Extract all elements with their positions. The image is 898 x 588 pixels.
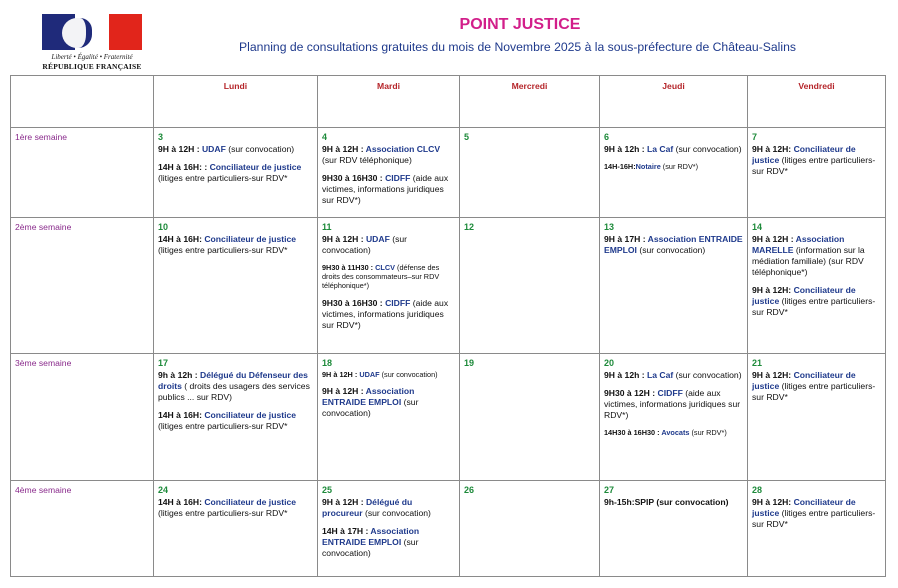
- week-label: 4ème semaine: [11, 481, 154, 577]
- day-number: 18: [322, 358, 333, 368]
- consultation-time: 9H à 12H :: [322, 369, 360, 379]
- table-header-row: [11, 76, 886, 128]
- consultation-organization: Avocats: [661, 427, 690, 437]
- day-number: 17: [158, 358, 169, 368]
- consultation-time: 9H30 à 11H30 :: [322, 262, 376, 272]
- consultation-organization: UDAF: [359, 369, 380, 379]
- day-number: 11: [322, 222, 332, 232]
- consultation-entry: [322, 263, 455, 291]
- week-row: [11, 128, 886, 218]
- day-number: 24: [158, 485, 169, 495]
- day-header-lundi: Lundi: [154, 76, 318, 128]
- consultation-entry: [604, 234, 743, 256]
- day-number: 5: [464, 132, 470, 142]
- week-label: 1ère semaine: [11, 128, 154, 218]
- consultation-organization: La Caf: [647, 143, 674, 154]
- consultation-details: (litiges entre particuliers-sur RDV*: [158, 420, 288, 431]
- consultation-time: 9H à 17H :: [604, 233, 648, 244]
- day-cell: [460, 218, 600, 354]
- consultation-entry: [322, 497, 455, 519]
- republique-francaise-logo: [40, 14, 144, 71]
- republic-name: RÉPUBLIQUE FRANÇAISE: [42, 62, 142, 71]
- consultation-entry: [158, 234, 313, 256]
- consultation-organization: Délégué du procureur: [322, 496, 413, 518]
- day-number: 3: [158, 132, 164, 142]
- consultation-organization: SPIP: [634, 496, 654, 507]
- consultation-time: 9H à 12H :: [158, 143, 202, 154]
- consultation-entry: [604, 162, 743, 171]
- day-number: 14: [752, 222, 763, 232]
- consultation-time: 9H à 12H:: [752, 496, 794, 507]
- week-label: 2ème semaine: [11, 218, 154, 354]
- consultation-organization: Conciliateur de justice: [204, 409, 297, 420]
- consultation-entry: [752, 497, 881, 530]
- week-row: [11, 218, 886, 354]
- week-row: [11, 354, 886, 481]
- marianne-flag-icon: [42, 14, 142, 50]
- day-header-vendredi: Vendredi: [748, 76, 886, 128]
- consultation-details: (litiges entre particuliers-sur RDV*: [158, 172, 288, 183]
- page-subtitle: Planning de consultations gratuites du mois de Novembre 2025 à la sous-préfecture de Château-Salins: [239, 40, 796, 54]
- consultation-organization: Association MARELLE: [752, 233, 845, 255]
- consultation-organization: CIDFF: [385, 172, 411, 183]
- day-cell: [748, 354, 886, 481]
- consultation-organization: Conciliateur de justice: [752, 496, 856, 518]
- day-header-jeudi: Jeudi: [600, 76, 748, 128]
- day-cell: [318, 354, 460, 481]
- consultation-time: 14H à 16H:: [158, 233, 205, 244]
- consultation-entry: [322, 386, 455, 419]
- consultation-time: 9H30 à 16H30 :: [322, 297, 386, 308]
- day-cell: [318, 218, 460, 354]
- consultation-organization: Conciliateur de justice: [752, 284, 856, 306]
- consultation-entry: [322, 173, 455, 206]
- consultation-organization: Association ENTRAIDE EMPLOI: [322, 525, 420, 547]
- consultation-details: (litiges entre particuliers-sur RDV*: [158, 507, 288, 518]
- consultation-organization: Conciliateur de justice: [752, 369, 856, 391]
- day-cell: [154, 128, 318, 218]
- consultation-time: 9H à 12h :: [604, 369, 647, 380]
- consultation-entry: [604, 428, 743, 437]
- consultation-details: (litiges entre particuliers-sur RDV*: [752, 295, 876, 317]
- consultation-details: (information sur la médiation familiale) (sur RDV téléphonique*): [752, 244, 865, 277]
- day-number: 7: [752, 132, 758, 142]
- consultation-details: (sur convocation): [673, 143, 742, 154]
- day-number: 28: [752, 485, 763, 495]
- consultation-details: (litiges entre particuliers-sur RDV*: [158, 244, 288, 255]
- day-header-mercredi: Mercredi: [460, 76, 600, 128]
- consultation-time: 9h à 12h :: [158, 369, 201, 380]
- day-cell: [318, 128, 460, 218]
- consultation-organization: Conciliateur de justice: [752, 143, 856, 165]
- day-number: 4: [322, 132, 328, 142]
- day-number: 10: [158, 222, 169, 232]
- day-number: 20: [604, 358, 615, 368]
- consultation-details: (litiges entre particuliers-sur RDV*: [752, 380, 876, 402]
- day-number: 12: [464, 222, 475, 232]
- consultation-details: (sur convocation): [379, 369, 438, 379]
- day-number: 26: [464, 485, 475, 495]
- consultation-entry: [752, 370, 881, 403]
- consultation-time: 9H à 12h :: [604, 143, 647, 154]
- consultation-entry: [604, 370, 743, 381]
- consultation-entry: [158, 410, 313, 432]
- consultation-time: 9H à 12H:: [752, 369, 794, 380]
- consultation-details: (aide aux victimes, informations juridiques sur RDV*): [322, 297, 449, 330]
- consultation-entry: [604, 388, 743, 421]
- day-cell: [460, 481, 600, 577]
- consultation-time: 14H à 16H: :: [158, 161, 210, 172]
- day-number: 27: [604, 485, 615, 495]
- consultation-details: (aide aux victimes, informations juridiques sur RDV*): [604, 387, 741, 420]
- consultation-details: (sur convocation): [322, 536, 419, 558]
- day-cell: [600, 128, 748, 218]
- consultation-organization: Association CLCV: [365, 143, 441, 154]
- consultation-details: (sur convocation): [322, 396, 419, 418]
- consultation-entry: [604, 497, 743, 508]
- consultation-time: 9H à 12H:: [752, 284, 794, 295]
- consultation-details: ( droits des usagers des services publics ... sur RDV): [158, 380, 310, 402]
- consultation-entry: [752, 234, 881, 278]
- consultation-entry: [752, 144, 881, 177]
- consultation-entry: [158, 144, 313, 155]
- consultation-entry: [158, 370, 313, 403]
- consultation-entry: [158, 162, 313, 184]
- header-empty-cell: [11, 76, 154, 128]
- day-cell: [154, 354, 318, 481]
- consultation-entry: [322, 234, 455, 256]
- day-cell: [748, 481, 886, 577]
- consultation-organization: Délégué du Défenseur des droits: [158, 369, 308, 391]
- day-cell: [460, 354, 600, 481]
- consultation-details: (défense des droits des consommateurs–sur RDV téléphonique*): [322, 262, 440, 291]
- consultation-time: 9h-15h:: [604, 496, 635, 507]
- consultation-time: 14H à 16H:: [158, 496, 205, 507]
- consultation-organization: CLCV: [375, 262, 396, 272]
- consultation-entry: [752, 285, 881, 318]
- consultation-time: 9H à 12H :: [322, 143, 366, 154]
- consultation-organization: La Caf: [647, 369, 674, 380]
- page-title: POINT JUSTICE: [459, 16, 581, 33]
- consultation-organization: Notaire: [635, 161, 661, 171]
- consultation-details: (sur convocation): [322, 233, 408, 255]
- day-cell: [600, 481, 748, 577]
- consultation-time: 14H30 à 16H30 :: [604, 427, 662, 437]
- consultation-time: 14H-16H:: [604, 161, 636, 171]
- consultation-entry: [158, 497, 313, 519]
- consultation-time: 9H30 à 12H :: [604, 387, 658, 398]
- consultation-details: (sur convocation): [636, 244, 706, 255]
- consultation-organization: UDAF: [201, 143, 226, 154]
- day-number: 6: [604, 132, 610, 142]
- consultation-details: (sur RDV*): [660, 161, 699, 171]
- day-number: 25: [322, 485, 333, 495]
- consultation-organization: Association ENTRAIDE EMPLOI: [604, 233, 743, 255]
- consultation-organization: Association ENTRAIDE EMPLOI: [322, 385, 415, 407]
- day-cell: [318, 481, 460, 577]
- consultation-organization: Conciliateur de justice: [209, 161, 302, 172]
- week-row: [11, 481, 886, 577]
- day-cell: [748, 218, 886, 354]
- consultation-entry: [604, 144, 743, 155]
- day-cell: [460, 128, 600, 218]
- consultation-details: (sur convocation): [362, 507, 431, 518]
- consultation-time: 14H à 16H:: [158, 409, 205, 420]
- consultation-time: 9H à 12H:: [752, 143, 794, 154]
- consultation-entry: [322, 298, 455, 331]
- consultation-time: 9H30 à 16H30 :: [322, 172, 386, 183]
- consultation-time: 9H à 12H :: [752, 233, 796, 244]
- consultation-organization: Conciliateur de justice: [204, 233, 297, 244]
- consultation-details: (sur RDV téléphonique): [322, 154, 412, 165]
- consultation-entry: [322, 526, 455, 559]
- consultation-time: 9H à 12H :: [322, 233, 366, 244]
- consultation-details: (sur RDV*): [689, 427, 727, 437]
- day-number: 13: [604, 222, 615, 232]
- consultation-entry: [322, 370, 455, 379]
- consultation-time: 9H à 12H :: [322, 385, 366, 396]
- day-cell: [600, 218, 748, 354]
- consultation-time: 14H à 17H :: [322, 525, 371, 536]
- consultation-organization: CIDFF: [657, 387, 683, 398]
- consultation-entry: [322, 144, 455, 166]
- day-cell: [600, 354, 748, 481]
- republic-motto: Liberté • Égalité • Fraternité: [51, 53, 133, 61]
- consultation-details: (aide aux victimes, informations juridiques sur RDV*): [322, 172, 449, 205]
- consultation-organization: Conciliateur de justice: [204, 496, 297, 507]
- day-cell: [154, 481, 318, 577]
- day-number: 21: [752, 358, 763, 368]
- day-cell: [154, 218, 318, 354]
- consultation-details: (sur convocation): [654, 496, 729, 507]
- week-label: 3ème semaine: [11, 354, 154, 481]
- day-cell: [748, 128, 886, 218]
- consultation-organization: CIDFF: [385, 297, 411, 308]
- consultation-details: (litiges entre particuliers-sur RDV*: [752, 507, 876, 529]
- consultation-details: (sur convocation): [673, 369, 742, 380]
- day-number: 19: [464, 358, 475, 368]
- consultation-time: 9H à 12H :: [322, 496, 366, 507]
- consultation-organization: UDAF: [365, 233, 390, 244]
- schedule-table: [10, 75, 886, 577]
- consultation-details: (sur convocation): [225, 143, 295, 154]
- day-header-mardi: Mardi: [318, 76, 460, 128]
- consultation-details: (litiges entre particuliers-sur RDV*: [752, 154, 876, 176]
